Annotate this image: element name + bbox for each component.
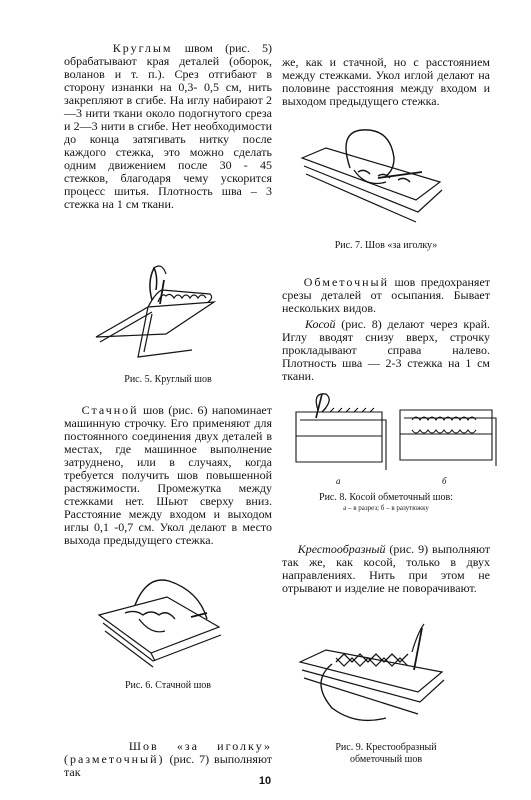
figure-9-caption-line1: Рис. 9. Крестообразный [335, 742, 437, 753]
paragraph-text: же, как и стачной, но с расстоянием между стежками. Укол иглой делают на половине расстояния между входом и выходом предыдущего стежка. [282, 55, 490, 108]
paragraph-slant-stitch [282, 318, 490, 383]
paragraph-overcast-stitch [282, 276, 490, 315]
term-paren: (разметочный) [64, 752, 165, 766]
figure-8-caption-main: Рис. 8. Косой обметочный шов: [319, 492, 453, 503]
figure-7-za-igolku-stitch [298, 122, 448, 240]
paragraph-cross-stitch [282, 543, 490, 595]
figure-6-caption: Рис. 6. Стачной шов [124, 680, 212, 691]
paragraph-za-igolku [64, 740, 272, 779]
term-slant-stitch: Косой [305, 317, 336, 331]
figure-5-caption: Рис. 5. Круглый шов [124, 374, 212, 385]
paragraph-back-stitch [64, 404, 272, 547]
figure-8-subcaption: а – в разрез; б – в разутюжку [343, 504, 429, 512]
figure-5-round-stitch [92, 262, 222, 367]
figure-9-cross-stitch [296, 622, 446, 734]
figure-9-caption-line2: обметочный шов [349, 754, 423, 765]
term-back-stitch: Стачной [81, 403, 139, 417]
paragraph-text: (рис. 9) выполняют так же, как косой, только в двух направлениях. Нить при этом не отрывают и изделие не поворачивают. [282, 542, 490, 595]
paragraph-text: швом (рис. 5) обрабатывают края деталей (оборок, воланов и т. п.). Срез отгибают в сторону изнанки на 0,3- 0,5 см, нить закрепляют в сгибе. На иглу набирают 2—3 нити ткани около подогнутого среза и 2—3 нити в сгибе. Нет необходимости до конца затягивать нитку после каждого стежка, это можно сделать одним движением после 30 - 45 стежков, благодаря чему ускорится процесс шитья. Плотность шва – 3 стежка на 1 см ткани. [64, 41, 272, 211]
paragraph-round-stitch [64, 42, 272, 211]
term-cross-stitch: Крестообразный [297, 542, 386, 556]
paragraph-continuation [282, 56, 490, 108]
figure-7-caption: Рис. 7. Шов «за иголку» [334, 240, 438, 251]
term-round-stitch: Круглым [112, 41, 173, 55]
term-overcast-stitch: Обметочный [303, 275, 390, 289]
figure-6-back-stitch [95, 575, 225, 670]
figure-8-caption [282, 492, 490, 513]
figure-9-caption [282, 742, 490, 766]
paragraph-text: (рис. 7) выполняют так [64, 752, 272, 779]
term-za-igolku: Шов «за иголку» [128, 739, 273, 753]
figure-8-overcast-stitch [292, 390, 502, 490]
figure-8-label-a: а [336, 476, 341, 486]
paragraph-text: шов (рис. 6) напоминает машинную строчку. Его применяют для постоянного соединения двух деталей в местах, где машинное выполнение затруднено, или в случаях, когда требуется получить шов повышенной растяжимости. Промежутка между стежками нет. Шьют сверху вниз. Расстояние между входом и выходом иглы 0,1 -0,7 см. Укол делают в место выхода предыдущего стежка. [64, 403, 273, 547]
paragraph-text: (рис. 8) делают через край. Иглу вводят снизу вверх, строчку прокладывают справа налево. Плотность шва — 2-3 стежка на 1 см ткани. [282, 317, 490, 383]
paragraph-text: шов предохраняет срезы деталей от осыпания. Бывает нескольких видов. [282, 275, 491, 315]
figure-8-label-b: б [442, 476, 447, 486]
page-number: 10 [258, 775, 272, 787]
